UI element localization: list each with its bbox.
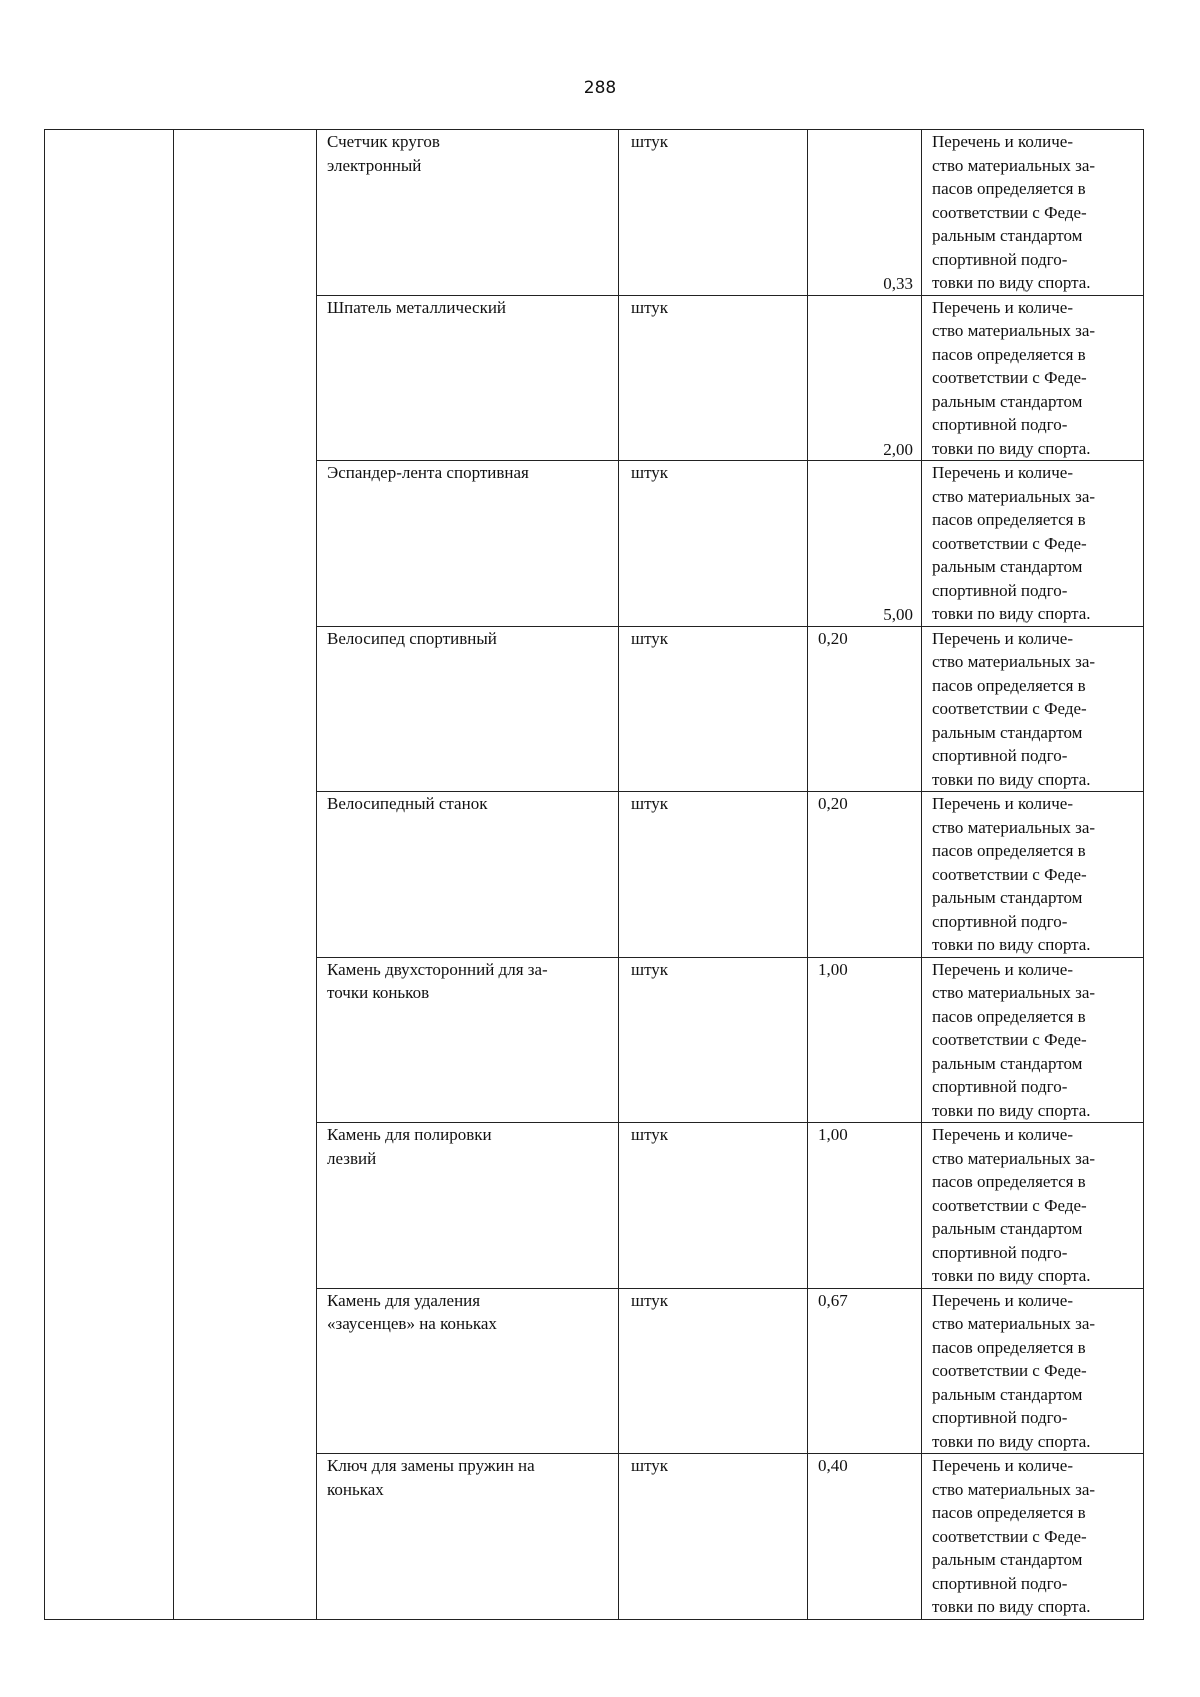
table-row: [45, 130, 1144, 296]
note-line: спортивной подго-: [932, 911, 1068, 931]
note-line: ральным стандартом: [932, 1053, 1083, 1073]
item-name-cell: [317, 957, 619, 1123]
note-line: соответствии с Феде-: [932, 368, 1087, 387]
quantity-cell: [808, 1123, 922, 1289]
note-cell: [922, 957, 1144, 1123]
item-name-cell: [317, 626, 619, 792]
note-line: соответствии с Феде-: [932, 533, 1087, 553]
quantity-value: 1,00: [818, 1125, 848, 1144]
quantity-cell: [808, 461, 922, 627]
note-line: соответствии с Феде-: [932, 699, 1087, 718]
quantity-cell: [808, 1454, 922, 1620]
item-name-line: Эспандер-лента спортивная: [327, 463, 529, 482]
note-line: товки по виду спорта.: [932, 438, 1091, 458]
note-line: спортивной подго-: [932, 415, 1068, 434]
item-name-cell: [317, 1288, 619, 1454]
item-name-line: «заусенцев» на коньках: [327, 1314, 497, 1333]
note-line: ство материальных за-: [932, 652, 1096, 671]
unit-cell: штук: [619, 1123, 808, 1289]
item-name-line: точки коньков: [327, 983, 430, 1002]
unit-cell: штук: [619, 461, 808, 627]
note-line: ральным стандартом: [932, 391, 1083, 411]
note-line: соответствии с Феде-: [932, 1361, 1087, 1380]
item-name-line: Велосипедный станок: [327, 794, 488, 813]
note-line: соответствии с Феде-: [932, 202, 1087, 222]
note-line: пасов определяется в: [932, 675, 1086, 695]
unit-cell: штук: [619, 792, 808, 958]
note-line: пасов определяется в: [932, 1006, 1086, 1026]
unit-cell: штук: [619, 1454, 808, 1620]
empty-column-2-cell: [174, 130, 317, 1620]
quantity-value: 0,20: [818, 628, 848, 648]
quantity-value: 1,00: [818, 959, 848, 979]
quantity-value: 0,67: [818, 1290, 848, 1310]
empty-column-1-cell: [45, 130, 174, 1620]
note-line: товки по виду спорта.: [932, 1100, 1091, 1120]
item-name-line: лезвий: [327, 1148, 377, 1168]
note-line: пасов определяется в: [932, 344, 1086, 364]
note-line: Перечень и количе-: [932, 463, 1073, 482]
note-line: ство материальных за-: [932, 155, 1096, 175]
note-line: соответствии с Феде-: [932, 1195, 1087, 1215]
note-cell: [922, 1288, 1144, 1454]
note-line: Перечень и количе-: [932, 1290, 1073, 1310]
note-line: пасов определяется в: [932, 510, 1086, 529]
unit-cell: штук: [619, 1288, 808, 1454]
note-line: товки по виду спорта.: [932, 935, 1091, 954]
note-line: ство материальных за-: [932, 321, 1096, 340]
note-line: товки по виду спорта.: [932, 1597, 1091, 1616]
note-line: Перечень и количе-: [932, 1456, 1073, 1475]
note-cell: [922, 792, 1144, 958]
note-line: соответствии с Феде-: [932, 1030, 1087, 1049]
note-line: ральным стандартом: [932, 888, 1083, 907]
item-name-cell: [317, 461, 619, 627]
note-line: товки по виду спорта.: [932, 769, 1091, 789]
unit-cell: штук: [619, 626, 808, 792]
unit-cell: штук: [619, 130, 808, 296]
note-cell: [922, 130, 1144, 296]
item-name-line: электронный: [327, 155, 422, 175]
note-line: пасов определяется в: [932, 841, 1086, 860]
note-line: товки по виду спорта.: [932, 604, 1091, 623]
note-line: спортивной подго-: [932, 1242, 1068, 1262]
note-line: соответствии с Феде-: [932, 864, 1087, 884]
note-line: ральным стандартом: [932, 722, 1083, 742]
note-cell: [922, 461, 1144, 627]
unit-cell: штук: [619, 295, 808, 461]
note-cell: [922, 626, 1144, 792]
item-name-line: Камень для удаления: [327, 1290, 481, 1310]
note-line: ство материальных за-: [932, 1148, 1096, 1168]
quantity-cell: [808, 792, 922, 958]
quantity-cell: [808, 1288, 922, 1454]
note-line: товки по виду спорта.: [932, 273, 1091, 292]
note-line: Перечень и количе-: [932, 959, 1073, 979]
note-line: ство материальных за-: [932, 486, 1096, 506]
note-line: ральным стандартом: [932, 1384, 1083, 1404]
note-line: товки по виду спорта.: [932, 1266, 1091, 1285]
quantity-cell: [808, 295, 922, 461]
note-line: товки по виду спорта.: [932, 1431, 1091, 1451]
quantity-cell: [808, 130, 922, 296]
equipment-table: [44, 129, 1144, 1620]
quantity-cell: [808, 626, 922, 792]
note-line: Перечень и количе-: [932, 794, 1073, 813]
note-line: Перечень и количе-: [932, 1125, 1073, 1144]
note-line: Перечень и количе-: [932, 628, 1073, 648]
note-line: спортивной подго-: [932, 746, 1068, 765]
note-line: спортивной подго-: [932, 1408, 1068, 1427]
quantity-value: 0,40: [818, 1456, 848, 1475]
item-name-cell: [317, 1123, 619, 1289]
note-line: ральным стандартом: [932, 1219, 1083, 1238]
item-name-line: Камень двухсторонний для за-: [327, 959, 548, 979]
note-cell: [922, 1454, 1144, 1620]
item-name-line: коньках: [327, 1479, 384, 1499]
note-line: пасов определяется в: [932, 1503, 1086, 1522]
item-name-line: Велосипед спортивный: [327, 628, 497, 648]
quantity-value: 0,20: [818, 794, 848, 813]
item-name-line: Счетчик кругов: [327, 132, 440, 151]
note-line: соответствии с Феде-: [932, 1526, 1087, 1546]
item-name-cell: [317, 295, 619, 461]
note-line: ральным стандартом: [932, 226, 1083, 245]
quantity-value: 0,33: [883, 274, 913, 293]
note-line: пасов определяется в: [932, 1337, 1086, 1357]
note-line: ство материальных за-: [932, 983, 1096, 1002]
note-line: ство материальных за-: [932, 817, 1096, 837]
note-line: пасов определяется в: [932, 179, 1086, 198]
note-cell: [922, 295, 1144, 461]
note-line: спортивной подго-: [932, 580, 1068, 600]
note-line: ральным стандартом: [932, 557, 1083, 576]
note-cell: [922, 1123, 1144, 1289]
item-name-line: Шпатель металлический: [327, 297, 507, 317]
item-name-line: Ключ для замены пружин на: [327, 1456, 535, 1475]
note-line: ство материальных за-: [932, 1479, 1096, 1499]
unit-cell: штук: [619, 957, 808, 1123]
item-name-line: Камень для полировки: [327, 1125, 492, 1144]
page-number: 288: [583, 78, 617, 98]
quantity-value: 5,00: [883, 605, 913, 624]
note-line: спортивной подго-: [932, 249, 1068, 269]
table-body: [45, 130, 1144, 1620]
note-line: ство материальных за-: [932, 1314, 1096, 1333]
item-name-cell: [317, 792, 619, 958]
note-line: ральным стандартом: [932, 1550, 1083, 1569]
note-line: пасов определяется в: [932, 1172, 1086, 1191]
item-name-cell: [317, 130, 619, 296]
quantity-cell: [808, 957, 922, 1123]
item-name-cell: [317, 1454, 619, 1620]
note-line: спортивной подго-: [932, 1573, 1068, 1593]
note-line: Перечень и количе-: [932, 132, 1073, 151]
quantity-value: 2,00: [883, 439, 913, 459]
note-line: спортивной подго-: [932, 1077, 1068, 1096]
note-line: Перечень и количе-: [932, 297, 1073, 317]
